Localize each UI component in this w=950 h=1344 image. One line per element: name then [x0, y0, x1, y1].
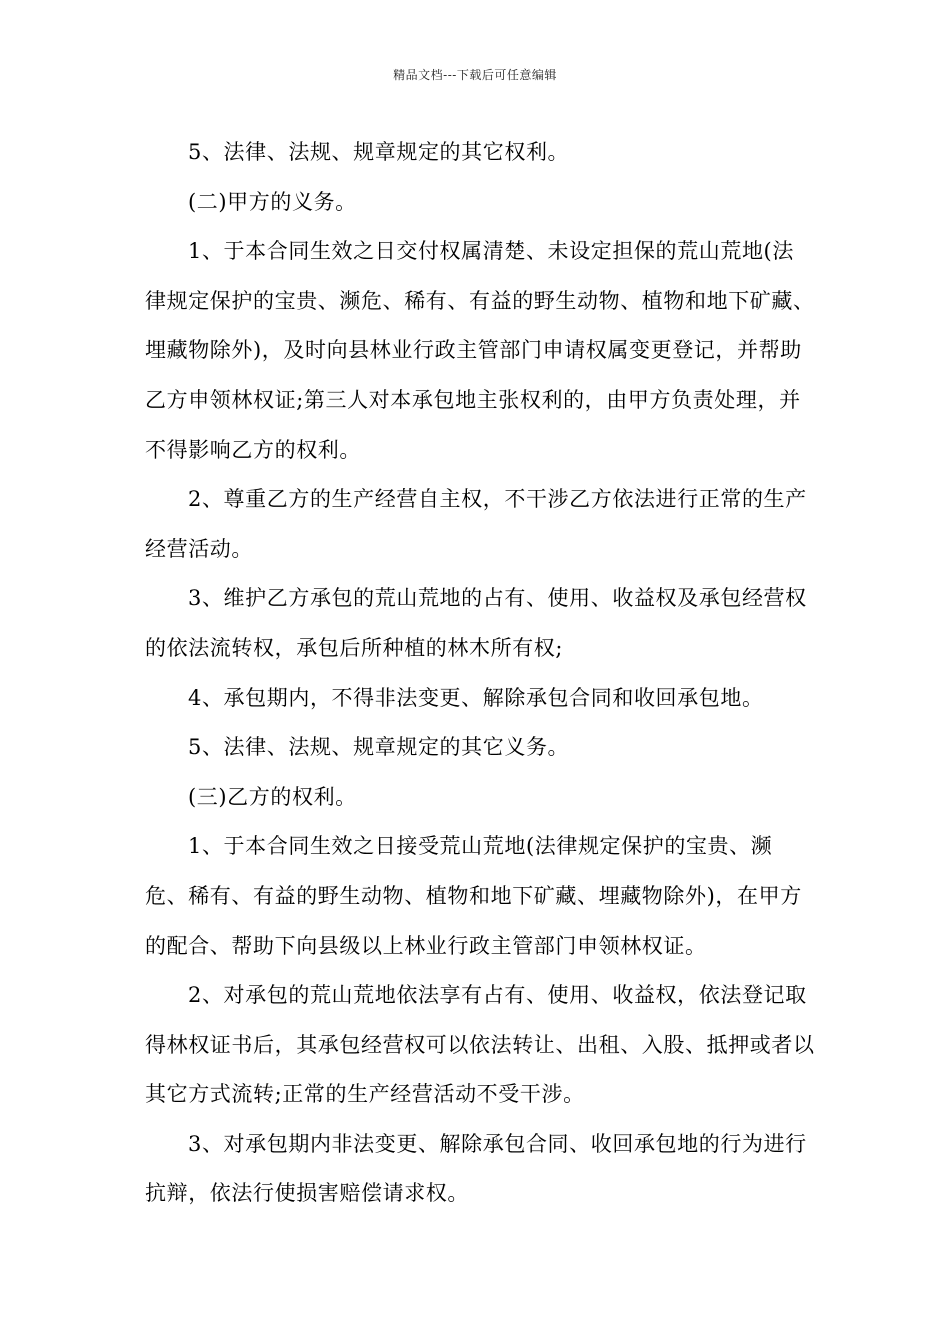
section-heading-party-a-obligations: (二)甲方的义务。	[188, 189, 357, 214]
section-heading-party-b-rights: (三)乙方的权利。	[188, 784, 357, 809]
paragraph-b-right-2: 2、对承包的荒山荒地依法享有占有、使用、收益权，依法登记取得林权证书后，其承包经营权可以依法转让、出租、入股、抵押或者以其它方式流转;正常的生产经营活动不受干涉。	[145, 983, 815, 1107]
paragraph-obligation-2: 2、尊重乙方的生产经营自主权，不干涉乙方依法进行正常的生产经营活动。	[145, 487, 807, 561]
paragraph-rights-item-5: 5、法律、法规、规章规定的其它权利。	[188, 140, 570, 164]
document-body	[145, 128, 815, 1219]
paragraph-obligation-3: 3、维护乙方承包的荒山荒地的占有、使用、收益权及承包经营权的依法流转权，承包后所种植的林木所有权;	[145, 586, 807, 660]
paragraph-obligation-4: 4、承包期内，不得非法变更、解除承包合同和收回承包地。	[188, 685, 764, 710]
paragraph-obligation-5: 5、法律、法规、规章规定的其它义务。	[188, 735, 570, 760]
page-header: 精品文档---下载后可任意编辑	[393, 68, 557, 82]
paragraph-obligation-1: 1、于本合同生效之日交付权属清楚、未设定担保的荒山荒地(法律规定保护的宝贵、濒危、稀有、有益的野生动物、植物和地下矿藏、埋藏物除外)，及时向县林业行政主管部门申请权属变更登记，并帮助乙方申领林权证;第三人对本承包地主张权利的，由甲方负责处理，并不得影响乙方的权利。	[145, 239, 815, 462]
paragraph-b-right-3: 3、对承包期内非法变更、解除承包合同、收回承包地的行为进行抗辩，依法行使损害赔偿请求权。	[145, 1131, 807, 1206]
paragraph-b-right-1: 1、于本合同生效之日接受荒山荒地(法律规定保护的宝贵、濒危、稀有、有益的野生动物、植物和地下矿藏、埋藏物除外)，在甲方的配合、帮助下向县级以上林业行政主管部门申领林权证。	[145, 834, 802, 958]
